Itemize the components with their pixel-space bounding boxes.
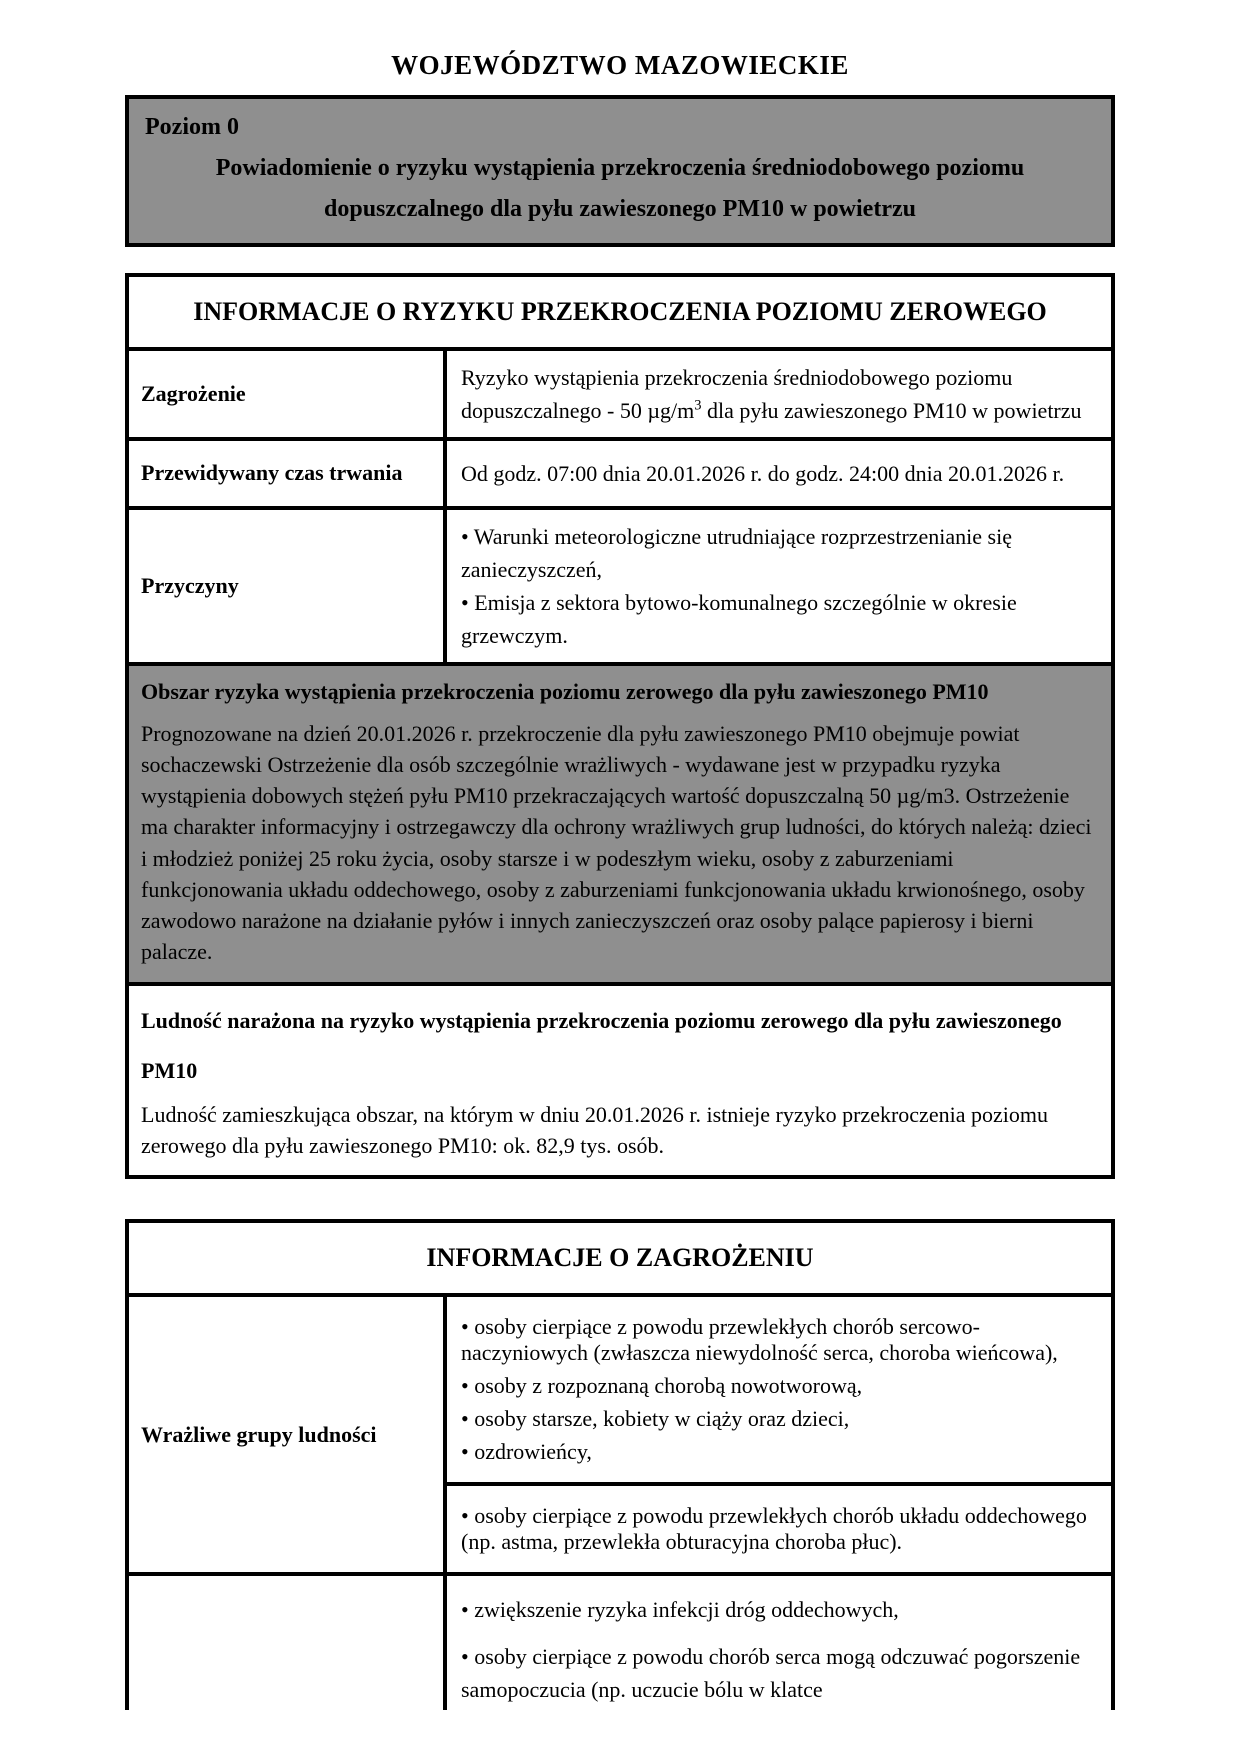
causes-value-cell xyxy=(447,510,1111,662)
effects-value-cell xyxy=(447,1576,1111,1710)
document-page xyxy=(125,0,1115,1710)
sensitive-groups-label: Wrażliwe grupy ludności xyxy=(141,1421,377,1447)
causes-bullet: • Warunki meteorologiczne utrudniające rozprzestrzenianie się zanieczyszczeń, xyxy=(461,523,1012,582)
duration-label-cell xyxy=(129,441,447,505)
table-row-threat xyxy=(129,351,1111,441)
population-body: Ludność zamieszkująca obszar, na którym w dniu 20.01.2026 r. istnieje ryzyko przekroczenia poziomu zerowego dla pyłu zawieszonego PM10: ok. 82,9 tys. osób. xyxy=(141,1101,1048,1158)
banner-subject: Powiadomienie o ryzyku wystąpienia przekroczenia średniodobowego poziomu dopuszczalnego dla pyłu zawieszonego PM10 w powietrzu xyxy=(215,154,1025,222)
banner-level: Poziom 0 xyxy=(145,114,239,140)
superscript-3: 3 xyxy=(694,398,702,415)
duration-value-cell xyxy=(447,441,1111,505)
table-row-duration xyxy=(129,441,1111,509)
risk-area-body: Prognozowane na dzień 20.01.2026 r. przekroczenie dla pyłu zawieszonego PM10 obejmuje powiat sochaczewski Ostrzeżenie dla osób szczególnie wrażliwych - wydawane jest w przypadku ryzyka wystąpienia dobowych stężeń pyłu PM10 przekraczających wartość dopuszczalną 50 µg/m3. Ostrzeżenie ma charakter informacyjny i ostrzegawczy dla ochrony wrażliwych grup ludności, do których należą: dzieci i młodzież poniżej 25 roku życia, osoby starsze i w podeszłym wieku, osoby z zaburzeniami funkcjonowania układu oddechowego, osoby z zaburzeniami funkcjonowania układu krwionośnego, osoby zawodowo narażone na działanie pyłów i innych zanieczyszczeń oraz osoby palące papierosy i bierni palacze. xyxy=(141,720,1092,965)
population-section xyxy=(129,986,1111,1176)
risk-area-heading: Obszar ryzyka wystąpienia przekroczenia poziomu zerowego dla pyłu zawieszonego PM10 xyxy=(141,678,989,704)
page-title: WOJEWÓDZTWO MAZOWIECKIE xyxy=(391,50,849,80)
sensitive-group-bullet: • ozdrowieńcy, xyxy=(461,1439,592,1465)
sensitive-groups-value-stack xyxy=(447,1297,1111,1572)
threat-value-cell xyxy=(447,351,1111,437)
risk-info-table xyxy=(125,273,1115,1179)
causes-label: Przyczyny xyxy=(141,572,239,598)
risk-area-section xyxy=(129,666,1111,986)
causes-label-cell xyxy=(129,510,447,662)
hazard-table-header: INFORMACJE O ZAGROŻENIU xyxy=(129,1223,1111,1297)
sensitive-groups-label-cell xyxy=(129,1297,447,1572)
threat-label-cell xyxy=(129,351,447,437)
sensitive-groups-main-cell xyxy=(447,1297,1111,1486)
threat-value: Ryzyko wystąpienia przekroczenia średniodobowego poziomu dopuszczalnego - 50 $\mu g/m^3$ dla pyłu zawieszonego PM10 w powietrzu xyxy=(461,365,1082,424)
hazard-info-table xyxy=(125,1219,1115,1710)
causes-bullet: • Emisja z sektora bytowo-komunalnego szczególnie w okresie grzewczym. xyxy=(461,589,1017,648)
sensitive-group-bullet: • osoby cierpiące z powodu przewlekłych chorób układu oddechowego (np. astma, przewlekła obturacyjna choroba płuc). xyxy=(461,1503,1087,1555)
table-row-causes xyxy=(129,510,1111,666)
table-row-sensitive-groups xyxy=(129,1297,1111,1576)
duration-label: Przewidywany czas trwania xyxy=(141,460,403,486)
notification-banner xyxy=(125,95,1115,247)
effects-bullet: • zwiększenie ryzyka infekcji dróg oddechowych, xyxy=(461,1597,899,1623)
sensitive-group-bullet: • osoby cierpiące z powodu przewlekłych chorób sercowo-naczyniowych (zwłaszcza niewydolność serca, choroba wieńcowa), xyxy=(461,1314,1058,1366)
threat-label: Zagrożenie xyxy=(141,381,246,407)
population-heading: Ludność narażona na ryzyko wystąpienia przekroczenia poziomu zerowego dla pyłu zawieszonego PM10 xyxy=(141,1007,1062,1084)
risk-table-header: INFORMACJE O RYZYKU PRZEKROCZENIA POZIOMU ZEROWEGO xyxy=(129,277,1111,351)
sensitive-group-bullet: • osoby z rozpoznaną chorobą nowotworową, xyxy=(461,1373,863,1399)
duration-value: Od godz. 07:00 dnia 20.01.2026 r. do godz. 24:00 dnia 20.01.2026 r. xyxy=(461,461,1065,487)
sensitive-groups-secondary-cell xyxy=(447,1486,1111,1572)
table-row-effects xyxy=(129,1576,1111,1710)
effects-label-cell xyxy=(129,1576,447,1710)
effects-bullet: • osoby cierpiące z powodu chorób serca mogą odczuwać pogorszenie samopoczucia (np. uczucie bólu w klatce xyxy=(461,1644,1081,1703)
sensitive-group-bullet: • osoby starsze, kobiety w ciąży oraz dzieci, xyxy=(461,1406,850,1432)
